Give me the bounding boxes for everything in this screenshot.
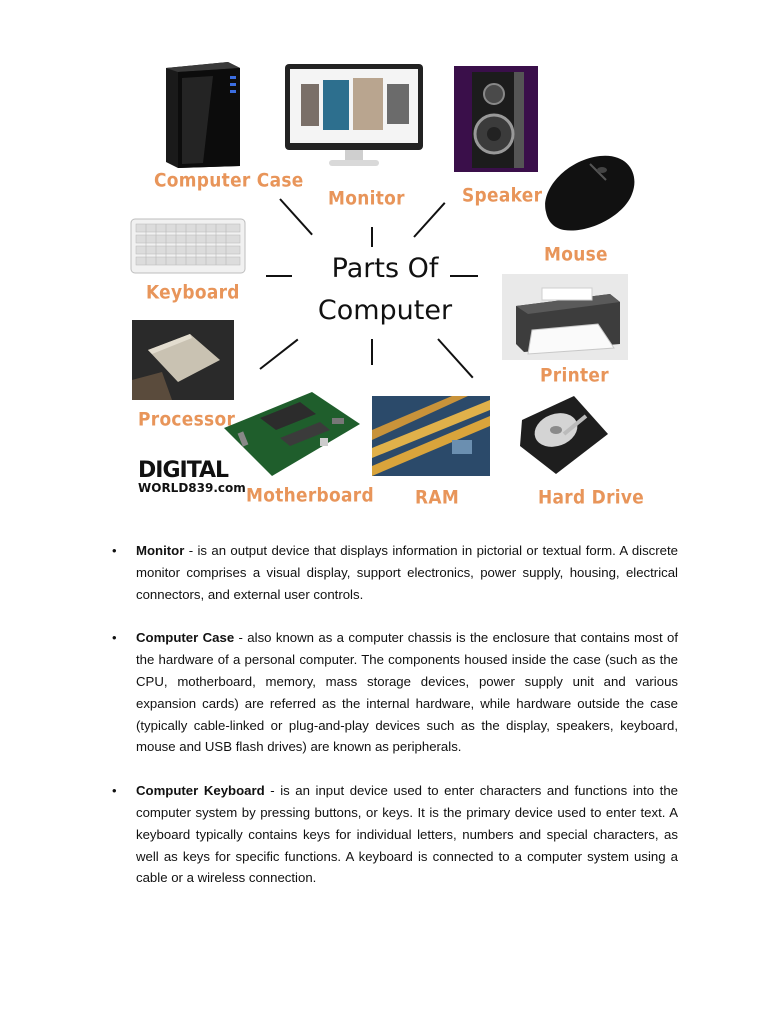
keyboard-label: Keyboard [146, 282, 240, 304]
diagram-title-line-2: Computer [317, 295, 453, 326]
computer-case-image [158, 58, 248, 168]
diagram-title-line-1: Parts Of [331, 253, 439, 284]
definitions-list [112, 540, 678, 911]
monitor-label: Monitor [328, 188, 405, 210]
connector-line [259, 339, 298, 370]
term: Computer Case [136, 630, 235, 646]
mouse-label: Mouse [544, 244, 608, 266]
connector-line [371, 339, 373, 365]
digitalworld-logo [138, 460, 246, 494]
logo-line-1: DIGITAL [138, 458, 229, 483]
monitor-image [283, 62, 425, 174]
speaker-image [454, 66, 538, 172]
list-item [112, 780, 678, 889]
processor-label: Processor [138, 409, 236, 431]
speaker-label: Speaker [462, 185, 543, 207]
list-item [112, 540, 678, 605]
connector-line [437, 338, 473, 378]
connector-line [413, 202, 445, 238]
bullet-dot: • [112, 783, 117, 799]
ram-image [372, 396, 490, 476]
description: - is an output device that displays information in pictorial or textual form. A discrete monitor comprises a visual display, support electronics, power supply, housing, electrical connectors, and external user controls. [136, 543, 678, 602]
bullet-dot: • [112, 543, 117, 558]
printer-image [502, 274, 628, 360]
term: Computer Keyboard [136, 783, 265, 799]
motherboard-label: Motherboard [246, 485, 374, 507]
hard-drive-image [516, 394, 612, 476]
connector-line [266, 275, 292, 277]
mouse-image [536, 150, 642, 236]
definition-text [136, 627, 678, 758]
hard-drive-label: Hard Drive [538, 487, 645, 509]
keyboard-image [130, 218, 246, 276]
bullet-dot: • [112, 630, 117, 646]
processor-image [132, 320, 234, 400]
computer-case-label: Computer Case [154, 170, 304, 192]
parts-of-computer-diagram [120, 50, 650, 520]
definition-text [136, 540, 678, 605]
connector-line [279, 198, 313, 235]
printer-label: Printer [540, 365, 609, 387]
description: - is an input device used to enter characters and functions into the computer system by pressing buttons, or keys. It is the primary device used to enter text. A keyboard typically contains keys for individual letters, numbers and special characters, as well as keys for specific functions. A keyboard is connected to a computer system using a cable or a wireless connection. [136, 783, 678, 886]
diagram-title [295, 248, 475, 332]
description: - also known as a computer chassis is the enclosure that contains most of the hardware of a personal computer. The components housed inside the case (such as the CPU, motherboard, memory, mass storage devices, power supply unit and various expansion cards) are referred as the internal hardware, while hardware outside the case (typically cable-linked or plug-and-play devices such as the display, speakers, keyboard, mouse and USB flash drives) are known as peripherals. [136, 630, 678, 755]
definition-text [136, 780, 678, 889]
list-item [112, 627, 678, 758]
ram-label: RAM [415, 487, 460, 509]
term: Monitor [136, 543, 185, 558]
logo-line-2: WORLD839.com [138, 481, 246, 495]
connector-line [371, 227, 373, 247]
